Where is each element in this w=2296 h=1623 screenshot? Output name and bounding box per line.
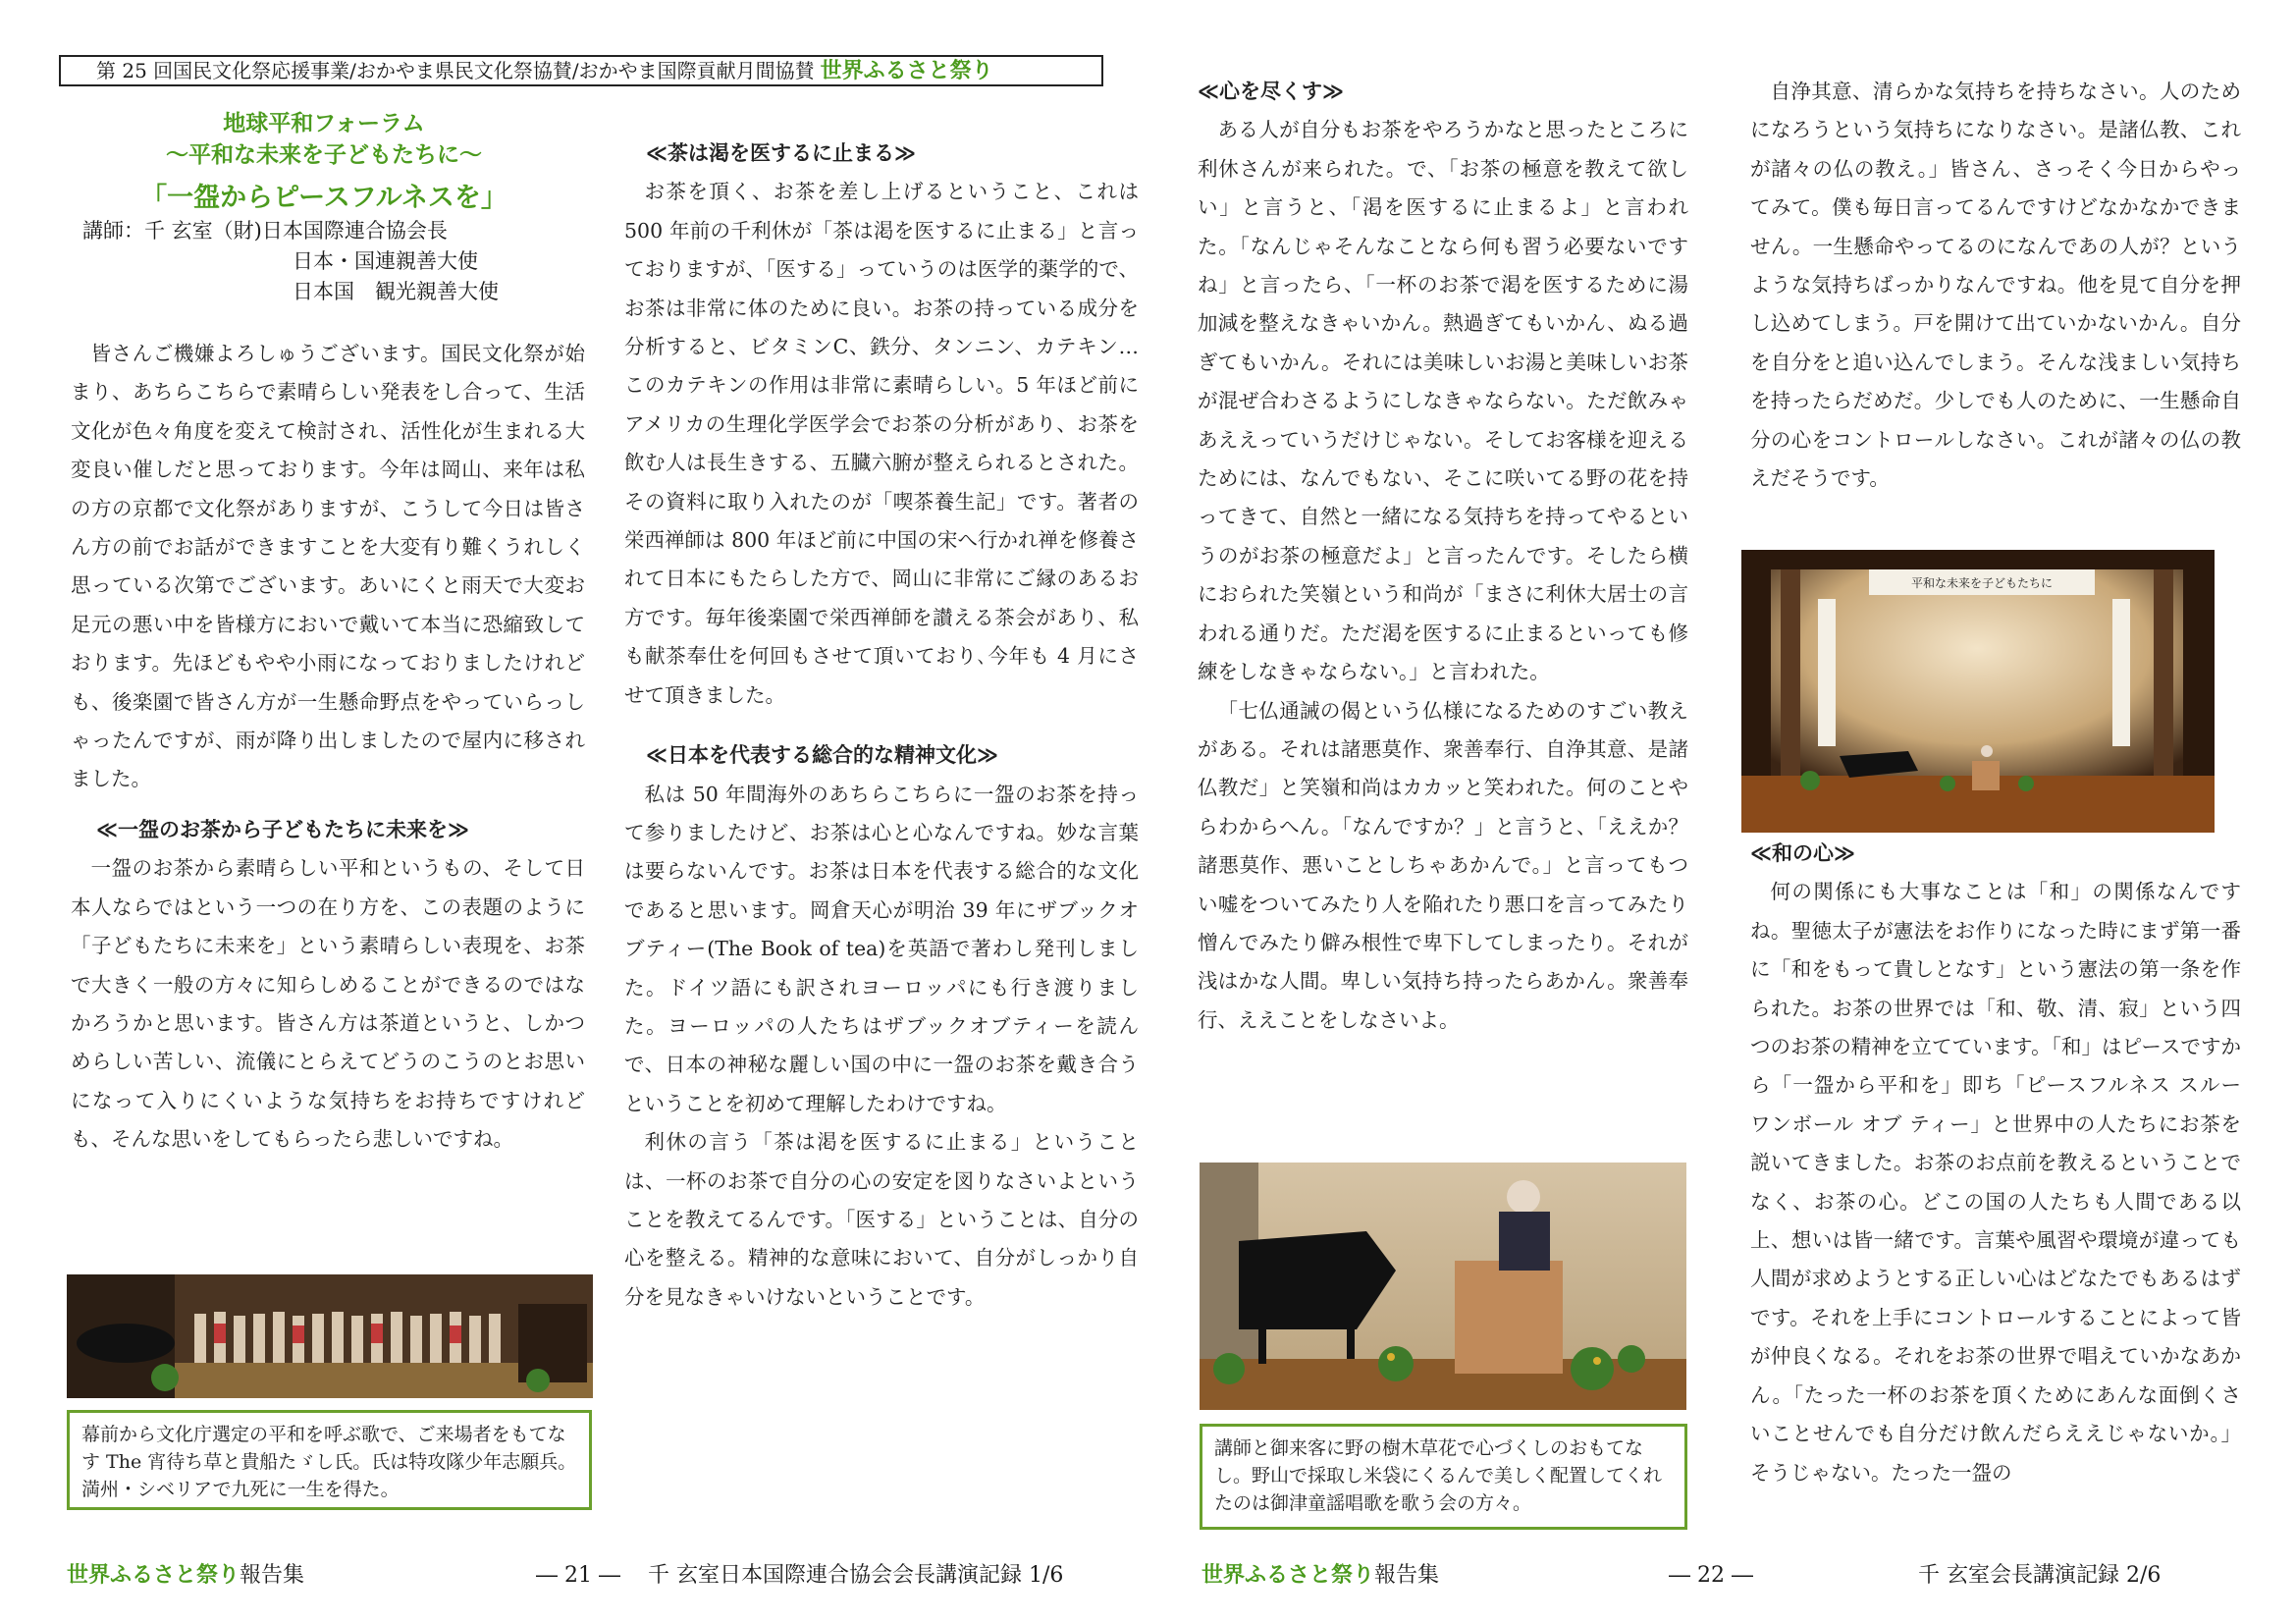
lecturer-info: [82, 216, 499, 307]
section-heading: ≪一盌のお茶から子どもたちに未来を≫: [96, 817, 469, 841]
footer-report-label: 報告集: [1374, 1563, 1440, 1588]
forum-title: 地球平和フォーラム: [223, 111, 425, 136]
photo-caption-2: 講師と御来客に野の樹木草花で心づくしのおもてなし。野山で採取し米袋にくるんで美しく配置してくれたのは御津童謡唱歌を歌う会の方々。: [1200, 1424, 1687, 1530]
column-4: [1750, 73, 2241, 498]
column-2: [624, 135, 1139, 1317]
footer-left-brand: [67, 1561, 304, 1591]
lecturer-line-1: 講師：千 玄室（財)日本国際連合協会長: [82, 219, 448, 243]
section-heading: ≪和の心≫: [1750, 841, 1855, 865]
section-heading: ≪茶は渇を医するに止まる≫: [646, 141, 916, 165]
column-4-bottom: [1750, 835, 2241, 1492]
chorus-stage-photo: [67, 1274, 593, 1398]
column-3: [1198, 73, 1688, 1040]
header-brand: 世界ふるさと祭り: [820, 59, 993, 83]
top-header-bar: [59, 55, 1103, 86]
lecture-title: 「一盌からピースフルネスを」: [140, 183, 507, 213]
column-1: [71, 335, 585, 1160]
lecturer-line-3: 日本国 観光親善大使: [293, 280, 499, 303]
lecturer-podium-photo: [1200, 1163, 1686, 1410]
footer-report-label: 報告集: [240, 1563, 305, 1588]
footer-record-left: 千 玄室日本国際連合協会会長講演記録 1/6: [648, 1563, 1064, 1588]
page-number-right: ― 22 ―: [1669, 1563, 1753, 1588]
footer-record-right: 千 玄室会長講演記録 2/6: [1918, 1563, 2162, 1588]
stage-banner-text: 平和な未来を子どもたちに: [1910, 576, 2054, 590]
paragraph: 一盌のお茶から素晴らしい平和というもの、そして日本人ならではという一つの在り方を、この表題のように「子どもたちに未来を」という素晴らしい表現を、お茶で大きく一般の方々に知らしめることができるのではなかろうかと思います。皆さん方は茶道というと、しかつめらしい苦しい、流儀にとらえてどうのこうのとお思いになって入りにくいような気持ちをお持ちですけれども、そんな思いをしてもらったら悲しいですね。: [71, 856, 585, 1152]
lecturer-line-2: 日本・国連親善大使: [293, 249, 478, 273]
photo-caption-1: 幕前から文化庁選定の平和を呼ぶ歌で、ご来場者をもてなす The 宵待ち草と貴船たゞし氏。氏は特攻隊少年志願兵。満州・シベリアで九死に一生を得た。: [67, 1410, 592, 1510]
paragraph: 利休の言う「茶は渇を医するに止まる」ということは、一杯のお茶で自分の心の安定を図りなさいよということを教えてるんです。「医する」ということは、自分の心を整える。精神的な意味において、自分がしっかり自分を見なきゃいけないということです。: [624, 1130, 1139, 1309]
paragraph: ある人が自分もお茶をやろうかなと思ったところに利休さんが来られた。で、「お茶の極意を教えて欲しい」と言うと、「渇を医するに止まるよ」と言われた。「なんじゃそんなことなら何も習う必要ないですね」と言ったら、「一杯のお茶で渇を医するために湯加減を整えなきゃいかん。熱過ぎてもいかん、ぬる過ぎてもいかん。それには美味しいお湯と美味しいお茶が混ぜ合わさるようにしなきゃならない。ただ飲みゃあええっていうだけじゃない。そしてお客様を迎えるためには、なんでもない、そこに咲いてる野の花を持ってきて、自然と一緒になる気持ちを持ってやるというのがお茶の極意だよ」と言ったんです。そしたら横におられた笑嶺という和尚が「まさに利休大居士の言われる通りだ。ただ渇を医するに止まるといっても修練をしなきゃならない。」と言われた。: [1198, 118, 1688, 684]
forum-title-block: [59, 108, 589, 220]
paragraph: 「七仏通誡の偈という仏様になるためのすごい教えがある。それは諸悪莫作、衆善奉行、自浄其意、是諸仏教だ」と笑嶺和尚はカカッと笑われた。何のことやらわからへん。「なんですか？」と言うと、「ええか？諸悪莫作、悪いことしちゃあかんで。」と言ってもつい嘘をついてみたり人を陥れたり悪口を言ってみたり憎んでみたり僻み根性で卑下してしまったり。それが浅はかな人間。卑しい気持ち持ったらあかん。衆善奉行、ええことをしなさいよ。: [1198, 698, 1688, 1032]
paragraph: お茶を頂く、お茶を差し上げるということ、これは 500 年前の千利休が「茶は渇を医するに止まる」と言っておりますが、「医する」っていうのは医学的薬学的で、お茶は非常に体のために良い。お茶の持っている成分を分析すると、ビタミンC、鉄分、タンニン、カテキン…このカテキンの作用は非常に素晴らしい。5 年ほど前にアメリカの生理化学医学会でお茶の分析があり、お茶を飲む人は長生きする、五臓六腑が整えられるとされた。その資料に取り入れたのが「喫茶養生記」です。著者の栄西禅師は 800 年ほど前に中国の宋へ行かれ禅を修養されて日本にもたらした方で、岡山に非常にご縁のあるお方です。毎年後楽園で栄西禅師を讃える茶会があり、私も献茶奉仕を何回もさせて頂いており､今年も 4 月にさせて頂きました。: [624, 180, 1139, 707]
footer-brand: 世界ふるさと祭り: [1201, 1563, 1375, 1588]
paragraph: 皆さんご機嫌よろしゅうございます。国民文化祭が始まり、あちらこちらで素晴らしい発表をし合って、生活文化が色々角度を変えて検討され、活性化が生まれる大変良い催しだと思っております。今年は岡山、来年は私の方の京都で文化祭がありますが、こうして今日は皆さん方の前でお話ができますことを大変有り難くうれしく思っている次第でございます。あいにくと雨天で大変お足元の悪い中を皆様方においで戴いて本当に恐縮致しております。先ほどもやや小雨になっておりましたけれども、後楽園で皆さん方が一生懸命野点をやっていらっしゃったんですが、雨が降り出しましたので屋内に移されました。: [71, 342, 585, 791]
podium-photo-illustration: [1200, 1163, 1686, 1410]
footer-right-brand: [1201, 1561, 1439, 1591]
footer-brand: 世界ふるさと祭り: [67, 1563, 240, 1588]
stage-overview-photo: [1741, 550, 2215, 833]
forum-subtitle: ～平和な未来を子どもたちに～: [166, 142, 482, 168]
paragraph: 私は 50 年間海外のあちらこちらに一盌のお茶を持って参りましたけど、お茶は心と心なんですね。妙な言葉は要らないんです。お茶は日本を代表する総合的な文化であると思います。岡倉天心が明治 39 年にザブックオブティー(The Book of tea)を英語で著わし発刊しました。ドイツ語にも訳されヨーロッパにも行き渡りました。ヨーロッパの人たちはザブックオブティーを読んで、日本の神秘な麗しい国の中に一盌のお茶を戴き合うということを初めて理解したわけですね。: [624, 782, 1139, 1115]
paragraph: 自浄其意、清らかな気持ちを持ちなさい。人のためになろうという気持ちになりなさい。是諸仏教、これが諸々の仏の教え。」皆さん、さっそく今日からやってみて。僕も毎日言ってるんですけどなかなかできません。一生懸命やってるのになんであの人が？というような気持ちばっかりなんですね。他を見て自分を押し込めてしまう。戸を開けて出ていかないかん。自分を自分をと追い込んでしまう。そんな浅ましい気持ちを持ったらだめだ。少しでも人のために、一生懸命自分の心をコントロールしなさい。これが諸々の仏の教えだそうです。: [1750, 80, 2241, 491]
page-number-left: ― 21 ―: [536, 1563, 620, 1588]
stage-photo-illustration: [1741, 550, 2215, 833]
chorus-photo-illustration: [67, 1274, 593, 1398]
paragraph: 何の関係にも大事なことは「和」の関係なんですね。聖徳太子が憲法をお作りになった時にまず第一番に「和をもって貴しとなす」という憲法の第一条を作られた。お茶の世界では「和、敬、清、寂」という四つのお茶の精神を立てています。「和」はピースですから「一盌から平和を」即ち「ピースフルネス スルー ワンボール オブ ティー」と世界中の人たちにお茶を説いてきました。お茶のお点前を教えるということでなく、お茶の心。どこの国の人たちも人間である以上、想いは皆一緒です。言葉や風習や環境が違っても人間が求めようとする正しい心はどなたでもあるはずです。それを上手にコントロールすることによって皆が仲良くなる。それをお茶の世界で唱えていかなあかん。「たった一杯のお茶を頂くためにあんな面倒くさいことせんでも自分だけ飲んだらええじゃないか。」そうじゃない。たった一盌の: [1750, 880, 2241, 1485]
section-heading: ≪心を尽くす≫: [1198, 80, 1344, 103]
section-heading: ≪日本を代表する総合的な精神文化≫: [646, 743, 998, 768]
header-text: 第 25 回国民文化祭応援事業/おかやま県民文化祭協賛/おかやま国際貢献月間協賛: [96, 59, 815, 82]
